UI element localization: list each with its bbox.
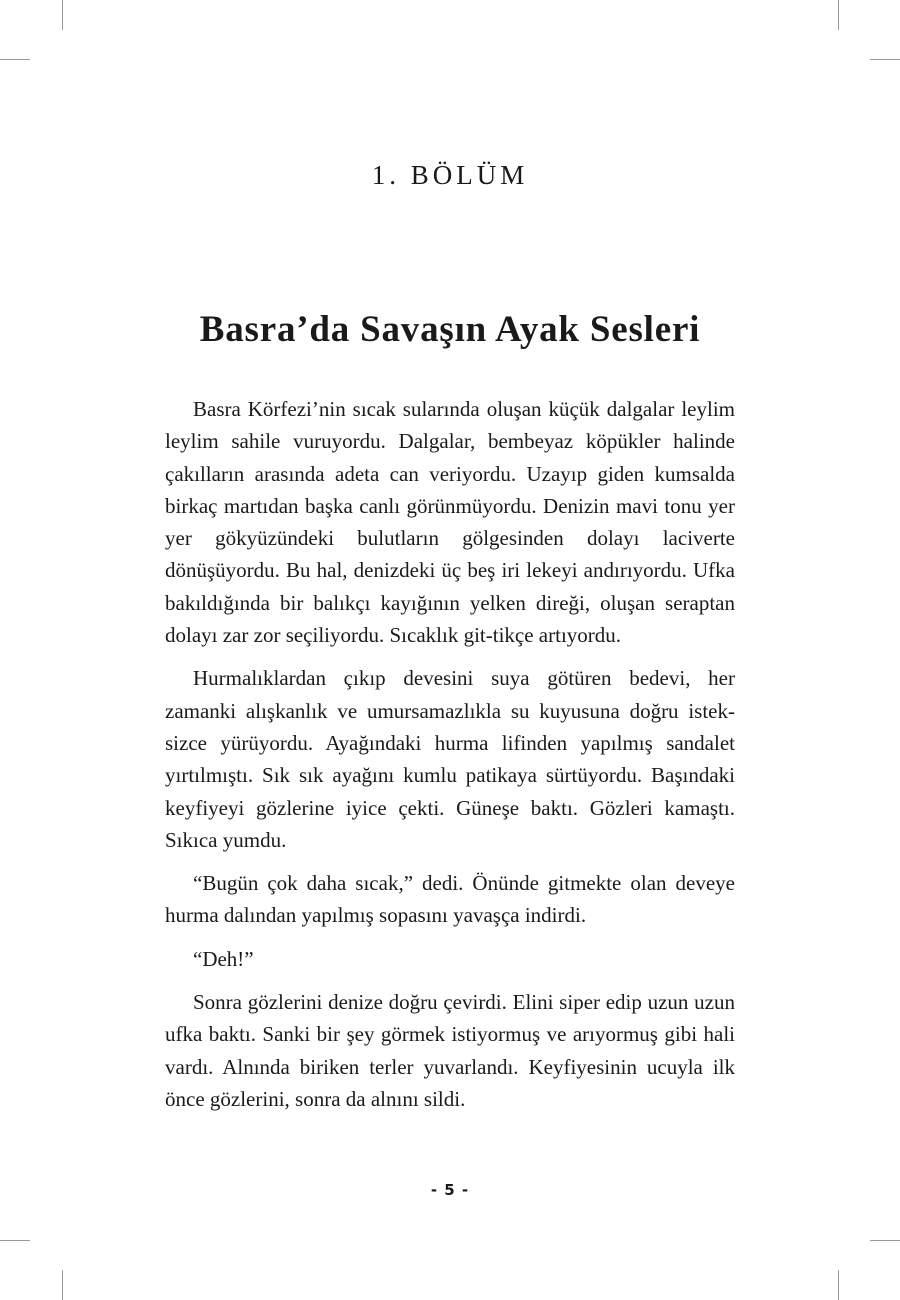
crop-mark-top-right bbox=[838, 0, 839, 30]
paragraph: Sonra gözlerini denize doğru çevirdi. Elini siper edip uzun uzun ufka baktı. Sanki bir şey görmek istiyormuş ve arıyormuş gibi hali vardı. Alnında biriken terler yuvarlandı. Keyfiyesinin ucuyla ilk önce gözlerini, sonra da alnını sildi. bbox=[165, 990, 735, 1111]
chapter-title: Basra’da Savaşın Ayak Sesleri bbox=[199, 309, 701, 350]
paragraph: “Bugün çok daha sıcak,” dedi. Önünde gitmekte olan deveye hurma dalından yapılmış sopasını yavaşça indirdi. bbox=[165, 871, 735, 928]
crop-mark-left-bottom bbox=[0, 1240, 30, 1241]
crop-mark-right-top bbox=[870, 59, 900, 60]
page-number: - 5 - bbox=[430, 1181, 470, 1199]
body-text bbox=[165, 393, 735, 1126]
paragraph: “Deh!” bbox=[193, 946, 254, 971]
crop-mark-bottom-right bbox=[838, 1270, 839, 1300]
chapter-heading: 1. BÖLÜM bbox=[371, 160, 529, 190]
paragraph: Basra Körfezi’nin sıcak sularında oluşan küçük dalgalar leylim leylim sahile vuruyordu. Dalgalar, bembeyaz köpükler halinde çakılların arasında adeta can veriyordu. Uzayıp giden kumsalda birkaç martıdan başka canlı görünmüyordu. Denizin mavi tonu yer yer gökyüzündeki bulutların gölgesinden dolayı laciverte dönüşüyordu. Bu hal, denizdeki üç beş iri lekeyi andırıyordu. Ufka bakıldığında bir balıkçı kayığının yelken direği, oluşan seraptan dolayı zar zor seçiliyordu. Sıcaklık git-tikçe artıyordu. bbox=[165, 397, 735, 648]
crop-mark-bottom-left bbox=[62, 1270, 63, 1300]
paragraph: Hurmalıklardan çıkıp devesini suya götüren bedevi, her zamanki alışkanlık ve umursamazlıkla su kuyusuna doğru istek-sizce yürüyordu. Ayağındaki hurma lifinden yapılmış sandalet yırtılmıştı. Sık sık ayağını kumlu patikaya sürtüyordu. Başındaki keyfiyeyi gözlerine iyice çekti. Güneşe baktı. Gözleri kamaştı. Sıkıca yumdu. bbox=[165, 666, 735, 852]
crop-mark-left-top bbox=[0, 59, 30, 60]
crop-mark-right-bottom bbox=[870, 1240, 900, 1241]
crop-mark-top-left bbox=[62, 0, 63, 30]
